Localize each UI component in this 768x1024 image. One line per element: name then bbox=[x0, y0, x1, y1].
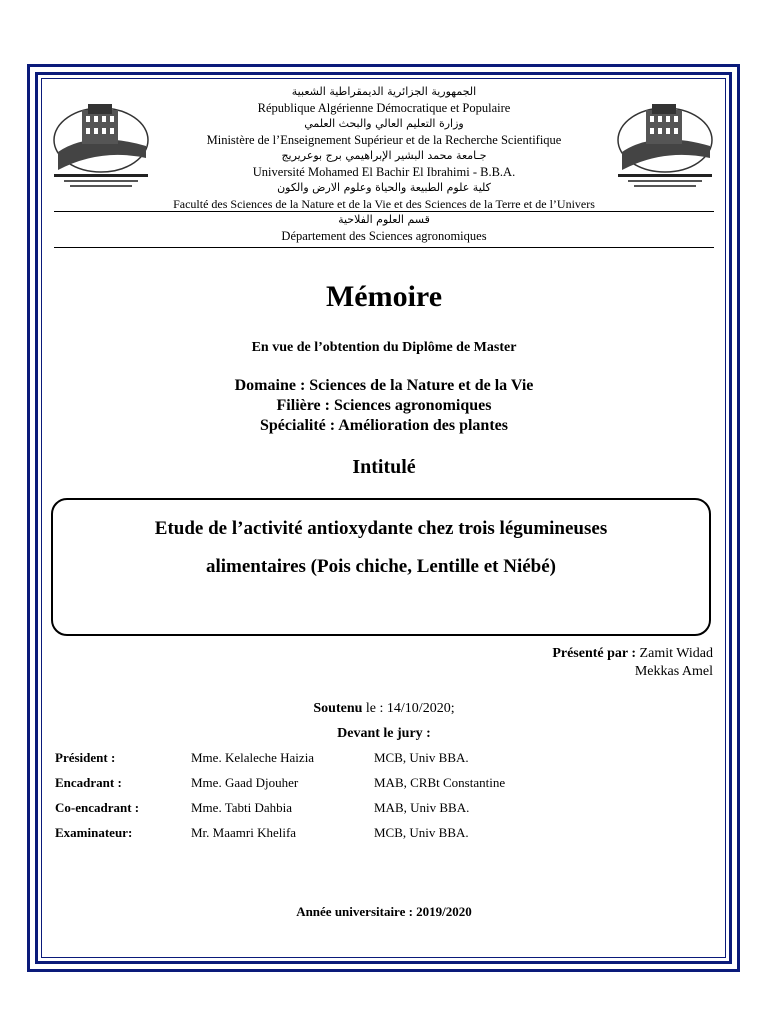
republic-name: République Algérienne Démocratique et Populaire bbox=[257, 101, 511, 115]
jury-role: Co-encadrant : bbox=[55, 800, 140, 815]
jury-row bbox=[55, 825, 715, 850]
arabic-republic: الجمهورية الجزائرية الديمقراطية الشعبية bbox=[291, 85, 477, 98]
thesis-title bbox=[51, 510, 711, 586]
jury-grade: MAB, CRBt Constantine bbox=[374, 775, 506, 790]
jury-table bbox=[55, 750, 715, 850]
university-name: Université Mohamed El Bachir El Ibrahimi - B.B.A. bbox=[252, 165, 516, 179]
program-details bbox=[0, 376, 768, 436]
jury-role: Examinateur: bbox=[55, 825, 133, 840]
jury-role: Encadrant : bbox=[55, 775, 122, 790]
header-divider-top bbox=[54, 211, 714, 212]
jury-grade: MCB, Univ BBA. bbox=[374, 825, 469, 840]
jury-name: Mr. Maamri Khelifa bbox=[191, 825, 297, 840]
document-subtitle: En vue de l’obtention du Diplôme de Master bbox=[251, 340, 517, 355]
presented-by bbox=[552, 645, 713, 681]
ministry-name: Ministère de l’Enseignement Supérieur et de la Recherche Scientifique bbox=[206, 133, 562, 147]
intitule-heading: Intitulé bbox=[352, 456, 416, 478]
defense-label: Soutenu bbox=[313, 701, 363, 716]
arabic-faculty: كلية علوم الطبيعة والحياة وعلوم الارض والكون bbox=[277, 181, 491, 194]
academic-year: Année universitaire : 2019/2020 bbox=[296, 904, 472, 919]
presented-label: Présenté par : bbox=[552, 646, 637, 661]
thesis-title-line-1: Etude de l’activité antioxydante chez trois légumineuses bbox=[154, 518, 608, 539]
jury-grade: MAB, Univ BBA. bbox=[374, 800, 470, 815]
document-title: Mémoire bbox=[325, 280, 443, 313]
arabic-ministry: وزارة التعليم العالي والبحث العلمي bbox=[304, 117, 464, 130]
jury-heading: Devant le jury : bbox=[337, 726, 431, 741]
faculty-name: Faculté des Sciences de la Nature et de la Vie et des Sciences de la Terre et de l’Univers bbox=[173, 197, 595, 211]
specialite-line: Spécialité : Amélioration des plantes bbox=[260, 417, 508, 434]
jury-role: Président : bbox=[55, 750, 116, 765]
department-name: Département des Sciences agronomiques bbox=[281, 229, 487, 243]
jury-grade: MCB, Univ BBA. bbox=[374, 750, 469, 765]
jury-row bbox=[55, 800, 715, 825]
defense-date bbox=[0, 701, 768, 717]
jury-name: Mme. Kelaleche Haizia bbox=[191, 750, 315, 765]
jury-row bbox=[55, 750, 715, 775]
header-divider-bottom bbox=[54, 247, 714, 248]
jury-name: Mme. Gaad Djouher bbox=[191, 775, 299, 790]
institution-header bbox=[0, 84, 768, 244]
filiere-line: Filière : Sciences agronomiques bbox=[276, 397, 492, 414]
defense-le: le : bbox=[365, 701, 384, 716]
jury-name: Mme. Tabti Dahbia bbox=[191, 800, 293, 815]
thesis-title-line-2: alimentaires (Pois chiche, Lentille et Niébé) bbox=[205, 556, 556, 577]
defense-date-value: 14/10/2020; bbox=[386, 701, 455, 716]
author-2: Mekkas Amel bbox=[634, 664, 713, 679]
jury-row bbox=[55, 775, 715, 800]
arabic-university: جـامعة محمد البشير الإبراهيمي برج بوعريريج bbox=[281, 149, 487, 162]
domaine-line: Domaine : Sciences de la Nature et de la Vie bbox=[234, 377, 534, 394]
author-1: Zamit Widad bbox=[639, 646, 713, 661]
arabic-department: قسم العلوم الفلاحية bbox=[338, 213, 430, 226]
